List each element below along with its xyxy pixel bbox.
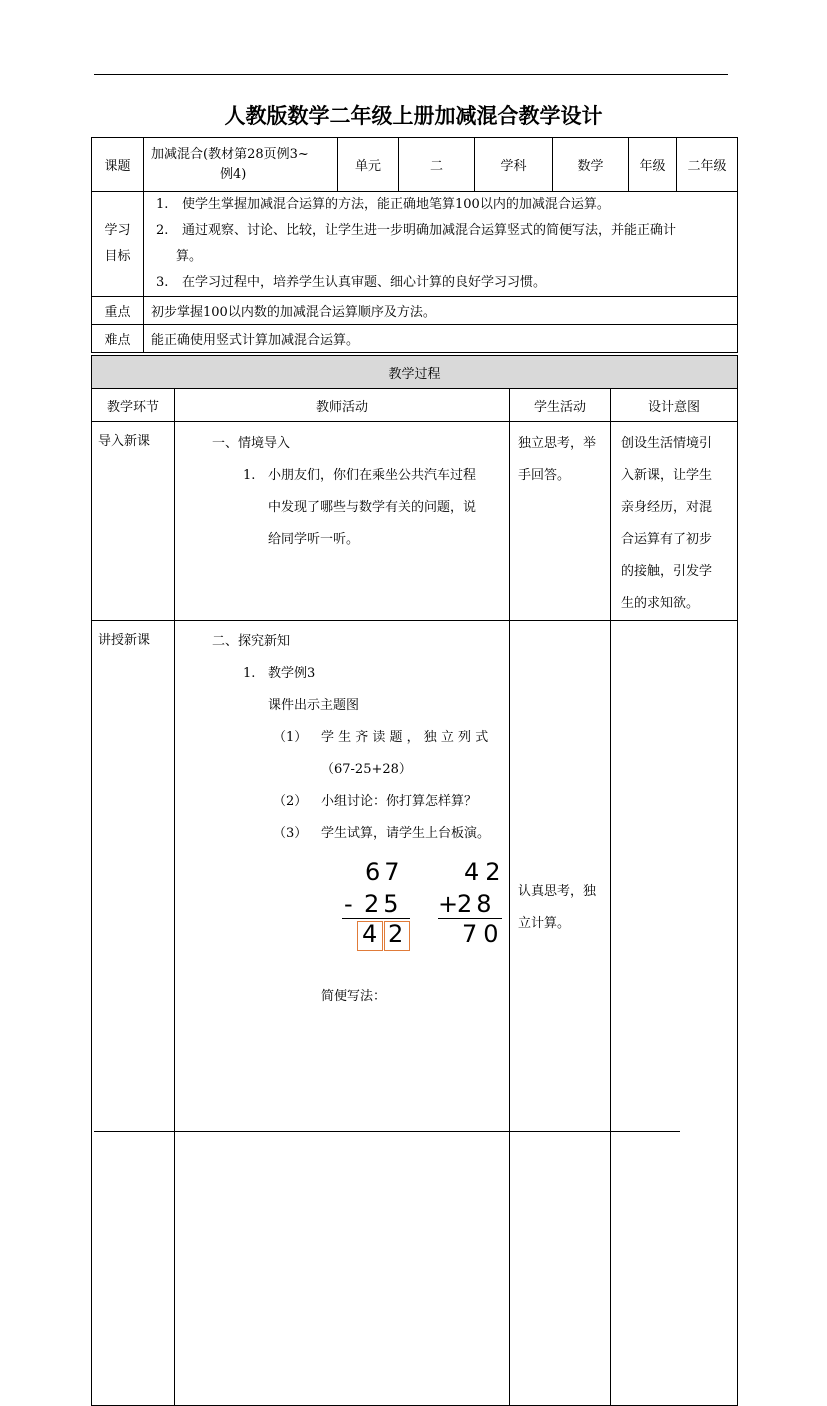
calc-a-second: 25 — [364, 890, 403, 918]
student-line: 手回答。 — [518, 468, 571, 483]
key-label: 重点 — [92, 297, 144, 325]
subject-value: 数学 — [553, 138, 629, 192]
calc-b-second: 28 — [457, 890, 496, 918]
step-text: 学 生 齐 读 题 ， 独 立 列 式 — [321, 730, 489, 745]
intent-intro — [611, 422, 738, 621]
goal-item — [150, 270, 737, 296]
section-heading: 一、情境导入 — [212, 436, 291, 451]
simple-method-label: 简便写法： — [321, 989, 387, 1004]
goal-num: 1. — [156, 197, 169, 212]
step-num: （3） — [273, 826, 308, 841]
process-header: 教学过程 — [92, 356, 738, 389]
footer-rule — [94, 1131, 680, 1132]
student-new — [510, 621, 611, 1406]
new-item-num: 1. — [243, 666, 256, 681]
vertical-calc-subtraction — [340, 858, 420, 953]
col-student: 学生活动 — [510, 389, 611, 422]
col-teacher: 教师活动 — [175, 389, 510, 422]
goal-text: 使学生掌握加减混合运算的方法，能正确地笔算100以内的加减混合运算。 — [182, 197, 610, 212]
student-intro — [510, 422, 611, 621]
new-item — [175, 658, 509, 690]
calc-a-line — [342, 918, 410, 919]
key-value: 初步掌握100以内数的加减混合运算顺序及方法。 — [144, 297, 738, 325]
lesson-value — [144, 138, 338, 192]
calc-b-op: + — [438, 890, 459, 918]
lesson-value-line1: 加减混合(教材第28页例3~ — [151, 146, 309, 162]
calc-a-op: - — [344, 890, 353, 918]
difficulty-label: 难点 — [92, 325, 144, 353]
calc-b-top: 42 — [464, 858, 507, 886]
col-stage: 教学环节 — [92, 389, 175, 422]
intent-new — [611, 621, 738, 1406]
intro-item-line: 中发现了哪些与数学有关的问题，说 — [268, 500, 477, 515]
goal-num: 2. — [156, 223, 169, 238]
calc-a-tens: 4 — [362, 920, 378, 948]
unit-label: 单元 — [338, 138, 399, 192]
lesson-info-table — [91, 137, 738, 353]
goals-label-line2: 目标 — [104, 249, 131, 264]
grade-label: 年级 — [629, 138, 677, 192]
goal-text: 通过观察、讨论、比较，让学生进一步明确加减混合运算竖式的简便写法，并能正确计 — [182, 223, 677, 238]
stage-new: 讲授新课 — [92, 621, 175, 1406]
intro-item-line: 给同学听一听。 — [268, 532, 360, 547]
intent-line: 生的求知欲。 — [621, 596, 700, 611]
calc-a-top: 67 — [365, 858, 404, 886]
goals-list — [144, 192, 738, 297]
step-1 — [175, 722, 509, 754]
vertical-calc-addition — [436, 858, 516, 953]
goal-item — [150, 218, 737, 244]
intent-line: 入新课，让学生 — [621, 468, 713, 483]
sub-text: 课件出示主题图 — [268, 698, 360, 713]
lesson-value-line2: 例4) — [220, 166, 247, 182]
subject-label: 学科 — [475, 138, 553, 192]
lesson-label: 课题 — [92, 138, 144, 192]
intro-item-num: 1. — [243, 468, 256, 483]
intent-line: 创设生活情境引 — [621, 436, 713, 451]
step-text: 小组讨论：你打算怎样算？ — [321, 794, 478, 809]
goal-item — [150, 192, 737, 218]
step-2 — [175, 786, 509, 818]
header-rule — [94, 74, 728, 75]
difficulty-value: 能正确使用竖式计算加减混合运算。 — [144, 325, 738, 353]
teacher-intro — [175, 422, 510, 621]
intent-line: 合运算有了初步 — [621, 532, 713, 547]
goal-text: 在学习过程中，培养学生认真审题、细心计算的良好学习习惯。 — [182, 275, 547, 290]
student-line: 立计算。 — [518, 916, 571, 931]
grade-value: 二年级 — [677, 138, 738, 192]
page-title: 人教版数学二年级上册加减混合教学设计 — [224, 104, 603, 128]
section-heading: 二、探究新知 — [212, 634, 291, 649]
student-line: 独立思考，举 — [518, 436, 597, 451]
calc-a-ones: 2 — [388, 920, 404, 948]
intent-line: 亲身经历，对混 — [621, 500, 713, 515]
calc-b-line — [438, 918, 502, 919]
new-item-text: 教学例3 — [268, 666, 316, 681]
col-intent: 设计意图 — [611, 389, 738, 422]
step-num: （2） — [273, 794, 308, 809]
intro-item — [175, 460, 509, 556]
teacher-new — [175, 621, 510, 1406]
intro-item-line: 小朋友们，你们在乘坐公共汽车过程 — [268, 468, 477, 483]
intent-line: 的接触，引发学 — [621, 564, 713, 579]
step-3 — [175, 818, 509, 850]
goals-label — [92, 192, 144, 297]
goal-item-continued — [150, 244, 737, 270]
unit-value: 二 — [399, 138, 475, 192]
step-num: （1） — [273, 730, 308, 745]
goals-label-line1: 学习 — [104, 223, 131, 238]
step-text: 学生试算，请学生上台板演。 — [321, 826, 491, 841]
step-1-formula: （67-25+28） — [321, 762, 412, 777]
goal-num: 3. — [156, 275, 169, 290]
goal-text: 算。 — [176, 249, 203, 264]
student-line: 认真思考，独 — [518, 884, 597, 899]
stage-intro: 导入新课 — [92, 422, 175, 621]
calc-b-result: 70 — [462, 920, 505, 948]
